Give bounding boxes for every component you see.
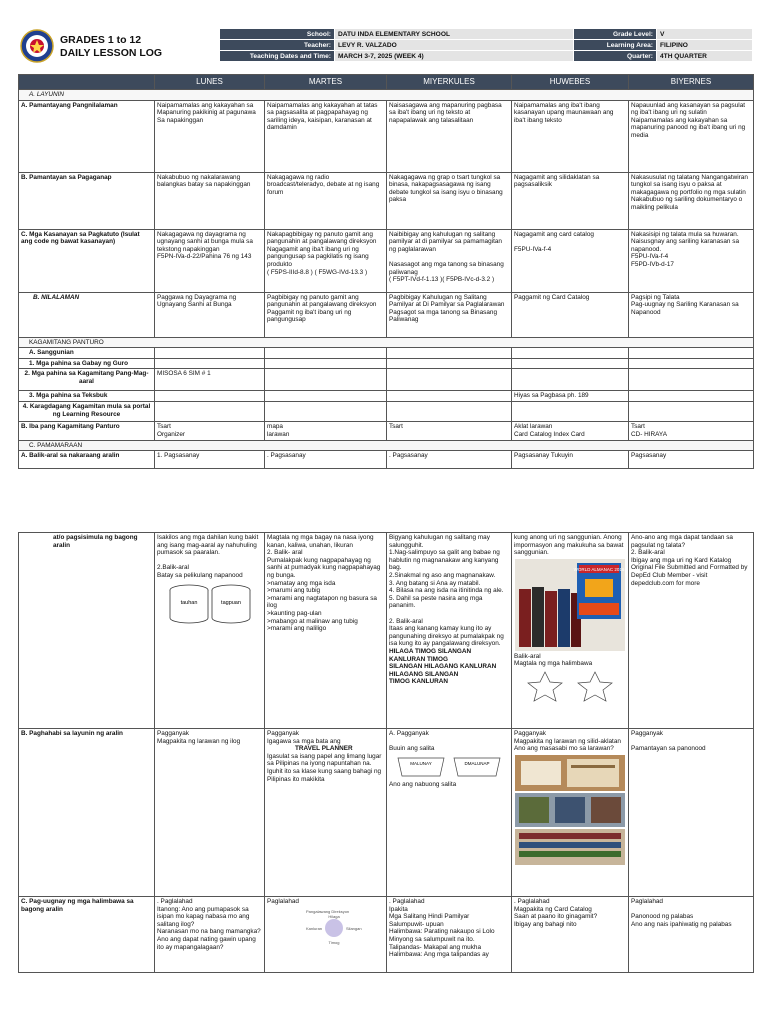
cell	[629, 358, 754, 369]
cell	[155, 402, 265, 422]
compass-west: Kanluran	[305, 925, 322, 931]
cell: . Paglalahad Ipakita Mga Salitang Hindi Pamilyar Salumpuwit- upuan Halimbawa: Parating nakaupo si Lolo Minyong sa salumpuwit na ito. Talipandas- Makapal ang mukha Halimbawa: Ang mga talipandas ay	[387, 897, 512, 973]
cell: Magtala ng mga bagay na nasa iyong kanan, kaliwa, unahan, likuran 2. Balik- aral Pumalakpak kung nagpapahayag ng sanhi at pumadyak kung nagpapahayag ng bunga. >namatay ang mga isda >marumi ang tubig >marami ang nagtatapon ng basura sa ilog >kaunting pag-ulan >mabango at malinaw ang tubig >marami ang naliligo	[265, 533, 387, 729]
teacher-value: LEVY R. VALZADO	[335, 40, 574, 51]
cell: Tsart Organizer	[155, 422, 265, 440]
cell-text: kung anong uri ng sanggunian. Anong impormasyon ang makukuha sa bawat sanggunian.	[514, 534, 624, 557]
cell	[629, 369, 754, 391]
direction-list: HILAGA TIMOG SILANGAN KANLURAN TIMOG SILANGAN HILAGANG KANLURAN HILAGANG SILANGAN TIMOG KANLURAN	[389, 647, 497, 686]
row-label: 3. Mga pahina sa Teksbuk	[19, 391, 155, 402]
cell	[265, 729, 387, 897]
row-label: 1. Mga pahina sa Gabay ng Guro	[19, 358, 155, 369]
cell: MISOSA 6 SIM # 1	[155, 369, 265, 391]
cell-text: Igasulat sa isang papel ang limang lugar sa Pilipinas na iyong napuntahan na. Iguhit ito sa klase kung saang bahagi ng Pilipinas ito makikita	[267, 752, 382, 783]
cell: Tsart CD- HIRAYA	[629, 422, 754, 440]
cell: Paggamit ng Card Catalog	[512, 292, 629, 337]
cell-text: Balik-aral Magtala ng mga halimbawa	[514, 652, 593, 668]
cell	[629, 391, 754, 402]
library-photo-icon	[515, 793, 625, 827]
area-label: Learning Area:	[574, 40, 657, 51]
cell: Napauunlad ang kasanayan sa pagsulat ng iba't ibang uri ng sulatin Naipamamalas ang kakayahan sa mapanuring panood ng iba't ibang uri ng media	[629, 100, 754, 172]
cell: Ano-ano ang mga dapat tandaan sa pagsulat ng talata? 2. Balik-aral Ibigay ang mga uri ng Kard Katalog Original File Submitted and Formatted by DepEd Club Member - visit depedclub.com for more	[629, 533, 754, 729]
cell: Naipamamalas ang kakayahan at tatas sa pagsasalita at pagpapahayag ng sariling ideya, kaisipan, karanasan at damdamin	[265, 100, 387, 172]
lesson-table-page-2	[18, 532, 754, 973]
cell: Nakagagawa ng radio broadcast/teleradyo, debate at ng isang forum	[265, 172, 387, 229]
cell-text: A. Pagganyak Buuin ang salita	[389, 730, 435, 753]
cell: Paggawa ng Dayagrama ng Ugnayang Sanhi at Bunga	[155, 292, 265, 337]
cell	[512, 402, 629, 422]
dates-label: Teaching Dates and Time:	[220, 51, 335, 62]
cell	[155, 391, 265, 402]
header-info-table	[219, 28, 753, 62]
cell: . Paglalahad Magpakita ng Card Catalog Saan at paano ito ginagamit? Ibigay ang bahagi nito	[512, 897, 629, 973]
cell-text: Ano ang nabuong salita	[389, 780, 457, 788]
cell: mapa larawan	[265, 422, 387, 440]
section-pamamaraan: C. PAMAMARAAN	[19, 440, 754, 451]
cell	[512, 729, 629, 897]
compass-east: Silangan	[345, 925, 362, 931]
deped-seal-icon	[20, 29, 54, 63]
day-header: MIYERKULES	[387, 75, 512, 90]
compass-south: Timog	[328, 939, 339, 945]
row-label: C. Mga Kasanayan sa Pagkatuto (Isulat ang code ng bawat kasanayan)	[19, 229, 155, 292]
cell: Pagganyak Pamantayan sa panonood	[629, 729, 754, 897]
cell: Nakasusulat ng talatang Nangangatwiran tungkol sa isang isyu o paksa at makagagawa ng portfolio ng mga sulatin Nakabubuo ng sariling dokumentaryo o maikling pelikula	[629, 172, 754, 229]
row-label: B. Iba pang Kagamitang Panturo	[19, 422, 155, 440]
row-label: A. Sanggunian	[19, 348, 155, 359]
cell: . Pagsasanay	[387, 451, 512, 469]
row-label: 2. Mga pahina sa Kagamitang Pang-Mag-aaral	[19, 369, 155, 391]
word-box-2: DMALUNAP	[464, 760, 490, 766]
cell: . Paglalahad Itanong: Ano ang pumapasok sa isipan mo kapag nabasa mo ang salitang ilog? Naranasan mo na bang mamangka? Ano ang dapat nating gawin upang ito ay mapangalagaan?	[155, 897, 265, 973]
travel-planner-label: TRAVEL PLANNER	[295, 745, 353, 753]
area-value: FILIPINO	[657, 40, 753, 51]
cell: Pagbibigay ng panuto gamit ang pangunahin at pangalawang direksyon Paggamit ng iba't ibang uri ng pangungusap	[265, 292, 387, 337]
page-title	[60, 34, 162, 60]
cell: 1. Pagsasanay	[155, 451, 265, 469]
section-layunin: A. LAYUNIN	[19, 90, 754, 101]
cell-text: Bigyang kahulugan ng salitang may salungguhit. 1.Nag-salimpuyo sa galit ang babae ng hablutin ng magnanakaw ang kanyang bag. 2.Sinakmal ng aso ang magnanakaw. 3. Ang batang si Ana ay matabil. 4. Bilasa na ang isda na itinitinda ng ale. 5. Dahil sa peste nasira ang mga pananim. 2. Balik-aral Itaas ang kanang kamay kung ito ay pangunahing direksyo at pumalakpak ng isa kung ito ay pangalawang direksyon.	[389, 534, 504, 648]
cell	[265, 358, 387, 369]
row-label: B. Paghahabi sa layunin ng aralin	[19, 729, 155, 897]
title-line-2: DAILY LESSON LOG	[60, 47, 163, 59]
cell: Nagagamit ang silidaklatan sa pagsasaliksik	[512, 172, 629, 229]
cell	[265, 391, 387, 402]
row-label: A. Balik-aral sa nakaraang aralin	[19, 451, 155, 469]
cell: Nakagagawa ng dayagrama ng ugnayang sanhi at bunga mula sa tekstong napakinggan F5PN-IVa-d-22/Pahina 76 ng 143	[155, 229, 265, 292]
cell	[265, 348, 387, 359]
cell-text: Pagganyak Igagawa sa mga bata ang	[267, 730, 341, 745]
cell	[265, 402, 387, 422]
cell	[387, 391, 512, 402]
cell: Nagagamit ang card catalog F5PU-IVa-f-4	[512, 229, 629, 292]
cell: Pagsasanay Tukuyin	[512, 451, 629, 469]
cell	[512, 369, 629, 391]
cell	[387, 348, 512, 359]
almanac-title: WORLD ALMANAC 2016	[573, 566, 625, 572]
cylinder-label-left: tauhan	[180, 599, 197, 606]
cell-text: Paglalahad	[267, 898, 299, 905]
cell: Tsart	[387, 422, 512, 440]
row-label: 4. Karagdagang Kagamitan mula sa portal ng Learning Resource	[19, 402, 155, 422]
row-label: B. Pamantayan sa Pagaganap	[19, 172, 155, 229]
lesson-log-header	[18, 28, 753, 66]
cell	[265, 897, 387, 973]
cell: Nakapagbibigay ng panuto gamit ang pangunahin at pangalawang direksyon Nagagamit ang iba't ibang uri ng pangungusap sa pagkilatis ng isang produkto ( F5PS-IIId-8.8 ) ( F5WG-IVd-13.3 )	[265, 229, 387, 292]
cell	[155, 358, 265, 369]
cell: Naibibigay ang kahulugan ng salitang pamilyar at di pamilyar sa pamamagitan ng paglalarawan Nasasagot ang mga tanong sa binasang paliwanag ( F5PT-IVd-f-1.13 )( F5PB-IVc-d-3.2 )	[387, 229, 512, 292]
cell: Naipamamalas ang kakayahan sa Mapanuring pakikinig at pagunawa Sa napakinggan	[155, 100, 265, 172]
cell	[265, 369, 387, 391]
cell	[387, 729, 512, 897]
cell: Nakabubuo ng nakalarawang balangkas batay sa napakinggan	[155, 172, 265, 229]
day-header: HUWEBES	[512, 75, 629, 90]
section-kagamitan: KAGAMITANG PANTURO	[19, 337, 754, 348]
day-header: LUNES	[155, 75, 265, 90]
title-line-1: GRADES 1 to 12	[60, 34, 142, 46]
cell	[512, 348, 629, 359]
library-photo-icon	[515, 755, 625, 791]
cell	[629, 348, 754, 359]
quarter-value: 4TH QUARTER	[657, 51, 753, 62]
school-value: DATU INDA ELEMENTARY SCHOOL	[335, 29, 574, 40]
grade-value: V	[657, 29, 753, 40]
corner-header	[19, 75, 155, 90]
cell: Pagbibigay Kahulugan ng Salitang Pamilyar at Di Pamilyar sa Paglalarawan Pagsagot sa mga tanong sa Binasang Paliwanag	[387, 292, 512, 337]
cell: Hiyas sa Pagbasa ph. 189	[512, 391, 629, 402]
day-header: BIYERNES	[629, 75, 754, 90]
cell	[155, 533, 265, 729]
cell	[387, 369, 512, 391]
compass-directions-icon	[276, 908, 376, 950]
word-box-1: MALUNAY	[410, 760, 432, 766]
row-label: at/o pagsisimula ng bagong aralin	[19, 533, 155, 729]
word-boxes-icon	[394, 755, 504, 779]
lesson-table-page-1	[18, 74, 754, 469]
cell	[155, 348, 265, 359]
cell: Naipamamalas ang iba't ibang kasanayan upang maunawaan ang iba't ibang teksto	[512, 100, 629, 172]
almanac-books-icon	[515, 559, 625, 651]
cylinder-organizer-icon	[167, 582, 253, 626]
cell: Naisasagawa ang mapanuring pagbasa sa iba't ibang uri ng teksto at napapalawak ang talasalitaan	[387, 100, 512, 172]
cell	[387, 533, 512, 729]
cell	[629, 402, 754, 422]
library-photo-icon	[515, 829, 625, 865]
cell	[387, 358, 512, 369]
cell-text: Isakilos ang mga dahilan kung bakit ang isang mag-aaral ay nahuhuling pumasok sa paaralan. 2.Balik-aral Batay sa pelikulang napanood	[157, 534, 259, 579]
row-label: A. Pamantayang Pangnilalaman	[19, 100, 155, 172]
compass-north: Hilaga	[327, 913, 340, 919]
quarter-label: Quarter:	[574, 51, 657, 62]
grade-label: Grade Level:	[574, 29, 657, 40]
row-label: C. Pag-uugnay ng mga halimbawa sa bagong aralin	[19, 897, 155, 973]
cell	[512, 358, 629, 369]
dates-value: MARCH 3-7, 2025 (WEEK 4)	[335, 51, 574, 62]
cell: Pagsasanay	[629, 451, 754, 469]
cell: . Pagsasanay	[265, 451, 387, 469]
cell: Paglalahad Panonood ng palabas Ano ang nais ipahiwatig ng palabas	[629, 897, 754, 973]
school-label: School:	[220, 29, 335, 40]
cylinder-label-right: tagpuan	[220, 599, 241, 606]
stars-icon	[520, 670, 620, 702]
cell: Aklat larawan Card Catalog Index Card	[512, 422, 629, 440]
teacher-label: Teacher:	[220, 40, 335, 51]
compass-title: Pangalawang Direksyon	[305, 908, 349, 914]
cell	[387, 402, 512, 422]
row-label: B. NILALAMAN	[19, 292, 155, 337]
cell: Pagsipi ng Talata Pag-uugnay ng Sariling Karanasan sa Napanood	[629, 292, 754, 337]
cell: Nakasisipi ng talata mula sa huwaran. Naisusgnay ang sariling karanasan sa napanood. F5PU-IVa-f-4 F5PD-IVb-d-17	[629, 229, 754, 292]
cell	[512, 533, 629, 729]
cell: Pagganyak Magpakita ng larawan ng ilog	[155, 729, 265, 897]
cell-text: Pagganyak Magpakita ng larawan ng silid-aklatan Ano ang masasabi mo sa larawan?	[514, 730, 621, 753]
day-header: MARTES	[265, 75, 387, 90]
cell: Nakagagawa ng grap o tsart tungkol sa binasa, nakapagsasagawa ng isang debate tungkol sa isang isyu o binasang paksa	[387, 172, 512, 229]
